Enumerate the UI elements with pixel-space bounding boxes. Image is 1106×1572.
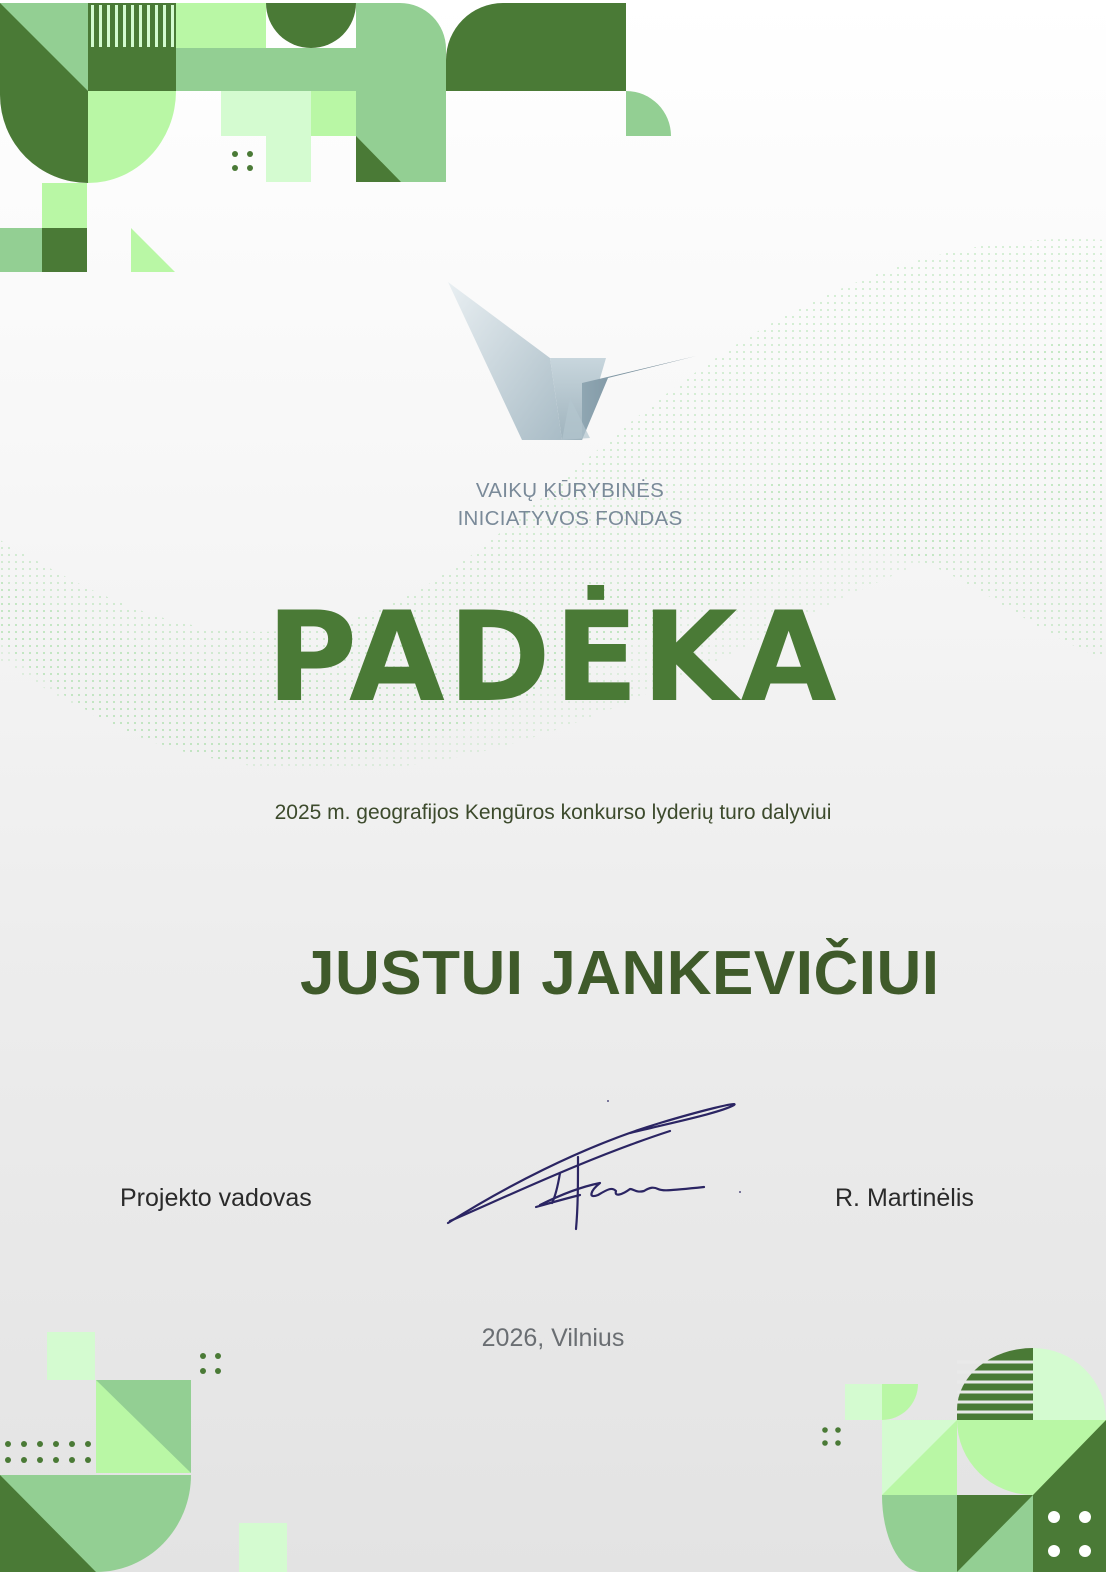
- certificate-title: PADĖKA: [266, 586, 840, 730]
- signer-name: R. Martinėlis: [835, 1184, 974, 1212]
- signer-role-label: Projekto vadovas: [120, 1184, 312, 1212]
- date-place: 2026, Vilnius: [481, 1324, 625, 1352]
- certificate-subtitle: 2025 m. geografijos Kengūros konkurso lyderių turo dalyviui: [274, 801, 832, 824]
- logo-line-1: VAIKŲ KŪRYBINĖS: [475, 479, 665, 502]
- recipient-name: JUSTUI JANKEVIČIUI: [300, 939, 940, 1008]
- logo-line-2: INICIATYVOS FONDAS: [457, 507, 683, 530]
